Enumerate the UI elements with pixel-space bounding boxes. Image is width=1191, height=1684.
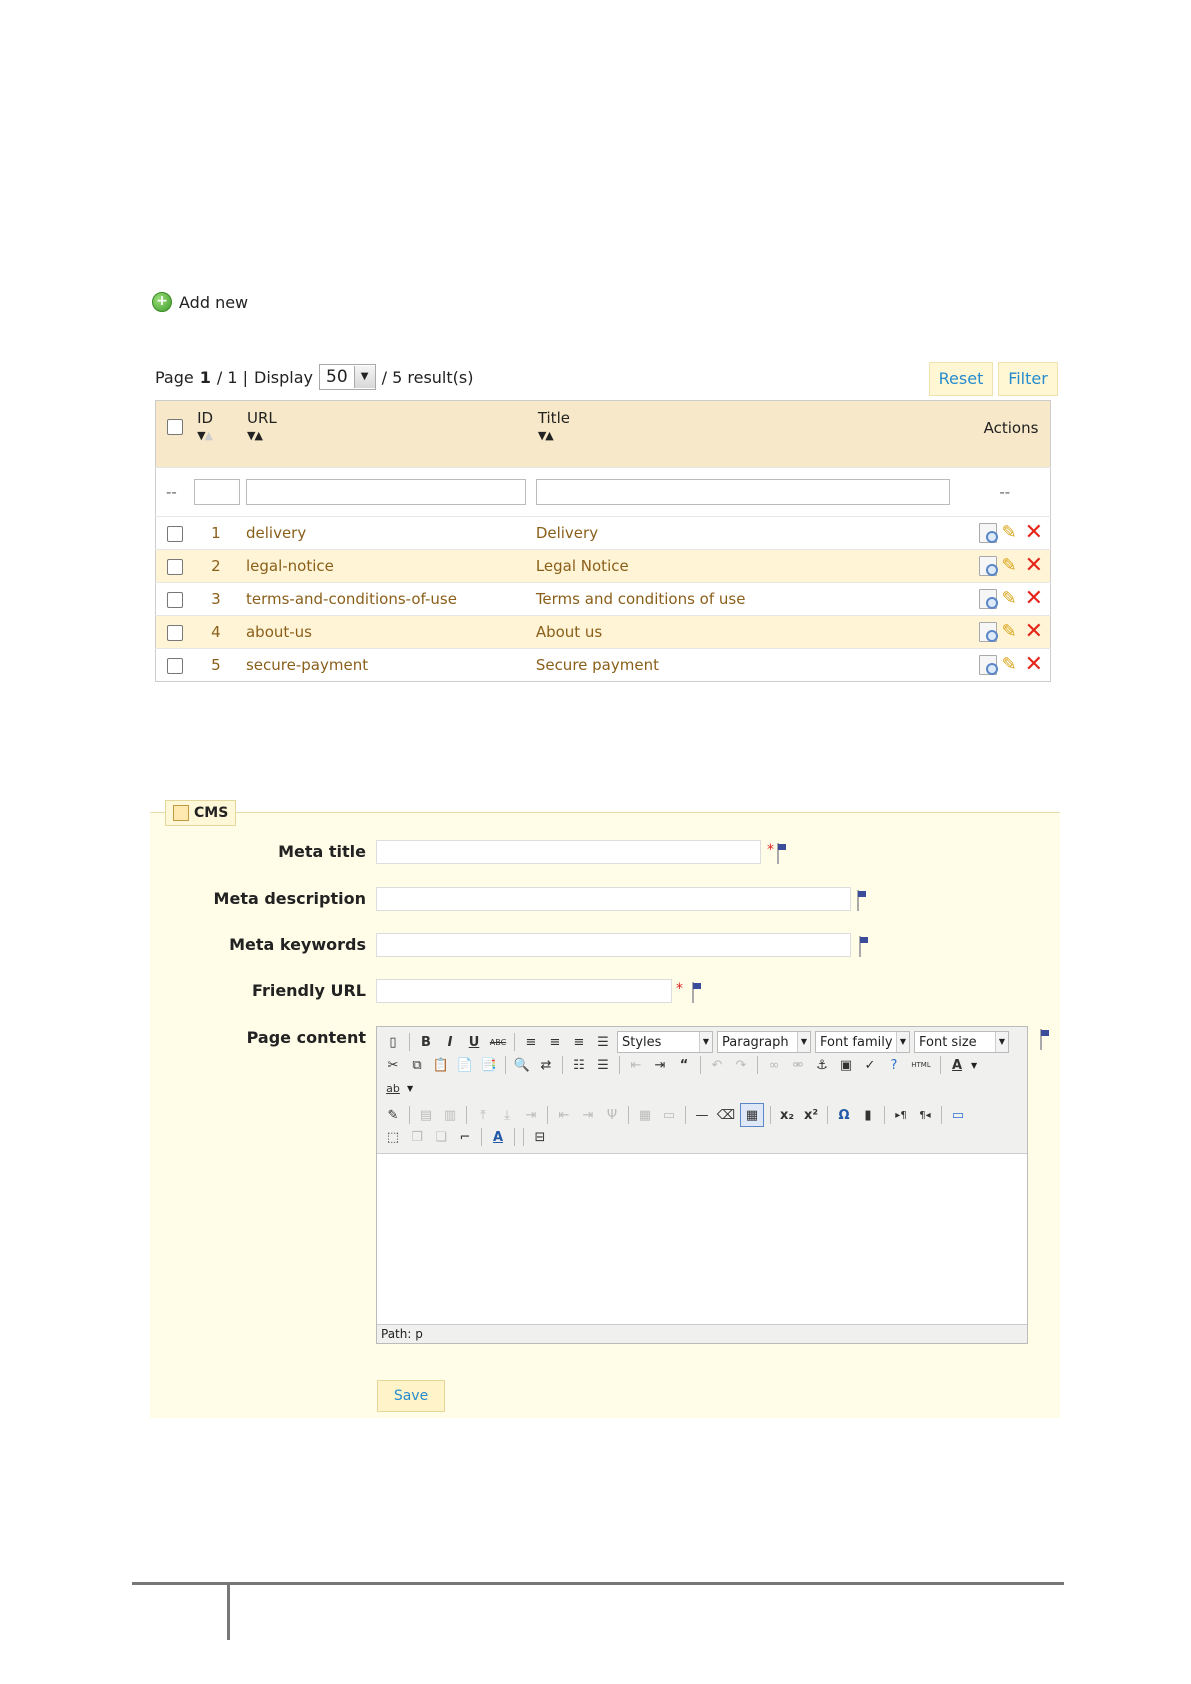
filter-placeholder-right: --: [960, 468, 1051, 517]
media-icon[interactable]: ▮: [864, 1107, 872, 1123]
numbered-list-icon[interactable]: ☰: [597, 1057, 609, 1073]
cms-legend: [165, 800, 236, 826]
styles-dropdown[interactable]: [617, 1031, 713, 1053]
us-flag-icon[interactable]: [692, 982, 694, 1003]
edit-pencil-icon[interactable]: ✎: [1001, 654, 1017, 675]
view-icon[interactable]: [979, 556, 997, 576]
subscript-icon[interactable]: x₂: [779, 1107, 795, 1123]
superscript-icon[interactable]: x²: [803, 1107, 819, 1123]
font-family-dropdown[interactable]: [815, 1031, 910, 1053]
row-id: 5: [193, 649, 245, 682]
fullscreen-icon[interactable]: ▭: [951, 1107, 965, 1123]
page-break-icon[interactable]: ⊟: [534, 1129, 546, 1145]
font-size-label: Font size: [919, 1034, 977, 1050]
outdent-icon[interactable]: ⇤: [630, 1057, 642, 1073]
current-page: 1: [199, 367, 211, 387]
save-button[interactable]: Save: [377, 1380, 445, 1412]
align-center-icon[interactable]: ≡: [549, 1034, 561, 1050]
editor-toolbar-row-2: [383, 1055, 977, 1075]
filter-title-input[interactable]: [536, 479, 950, 505]
copy-icon[interactable]: ⧉: [412, 1057, 422, 1073]
chevron-down-icon: ▼: [699, 1032, 712, 1052]
table-row[interactable]: [156, 616, 1051, 649]
row-props-icon[interactable]: ▤: [419, 1107, 433, 1123]
row-checkbox[interactable]: [167, 592, 183, 608]
image-icon[interactable]: ▣: [839, 1057, 853, 1073]
row-id: 2: [193, 550, 245, 583]
row-id: 1: [193, 517, 245, 550]
row-after-icon[interactable]: ⤓: [504, 1107, 510, 1123]
row-checkbox[interactable]: [167, 526, 183, 542]
header-actions: Actions: [983, 419, 1039, 437]
anchor-icon[interactable]: ⚓: [816, 1057, 828, 1073]
row-url: about-us: [245, 616, 535, 649]
style-props-icon[interactable]: A: [492, 1129, 504, 1145]
filter-row: [156, 468, 1051, 517]
absolute-icon[interactable]: ⌐: [459, 1129, 471, 1145]
row-title: Legal Notice: [535, 550, 960, 583]
find-icon[interactable]: 🔍: [513, 1057, 531, 1073]
row-title: Terms and conditions of use: [535, 583, 960, 616]
filter-placeholder-left: --: [156, 468, 194, 517]
table-icon[interactable]: ▦: [740, 1103, 764, 1127]
row-before-icon[interactable]: ⤒: [480, 1107, 486, 1123]
paste-icon[interactable]: 📋: [432, 1057, 450, 1073]
row-url: terms-and-conditions-of-use: [245, 583, 535, 616]
header-id: ID: [197, 409, 214, 427]
filter-id-input[interactable]: [194, 479, 240, 505]
strikethrough-icon[interactable]: ABC: [489, 1037, 507, 1047]
row-id: 3: [193, 583, 245, 616]
cut-icon[interactable]: ✂: [387, 1057, 399, 1073]
highlight-color-icon[interactable]: ab: [386, 1081, 400, 1095]
new-document-icon[interactable]: ▯: [389, 1034, 397, 1050]
align-left-icon[interactable]: ≡: [525, 1034, 537, 1050]
row-title: Delivery: [535, 517, 960, 550]
footer-divider: [227, 1582, 230, 1640]
required-mark: *: [767, 842, 774, 858]
replace-icon[interactable]: ⇄: [540, 1057, 552, 1073]
meta-keywords-input[interactable]: [376, 933, 851, 957]
edit-pencil-icon[interactable]: ✎: [1001, 588, 1017, 609]
editor-toolbar-row-1: [383, 1031, 1009, 1053]
chevron-down-icon: ▼: [896, 1032, 909, 1052]
delete-col-icon[interactable]: Ψ: [606, 1107, 618, 1123]
page-edit-icon: [173, 805, 189, 821]
table-row[interactable]: [156, 649, 1051, 682]
editor-content-area[interactable]: [377, 1153, 1027, 1325]
editor-toolbar-row-5: [383, 1127, 550, 1147]
help-icon[interactable]: ?: [890, 1057, 898, 1073]
result-count: / 5 result(s): [381, 367, 474, 387]
required-mark: *: [676, 981, 683, 997]
row-checkbox[interactable]: [167, 658, 183, 674]
link-icon[interactable]: ∞: [768, 1057, 780, 1073]
delete-icon[interactable]: ✕: [1024, 652, 1044, 677]
reset-button[interactable]: Reset: [929, 362, 993, 396]
view-icon[interactable]: [979, 589, 997, 609]
cleanup-icon[interactable]: ✓: [864, 1057, 876, 1073]
chevron-down-icon[interactable]: ▼: [971, 1060, 978, 1070]
editor-toolbar-row-3: [383, 1078, 413, 1098]
display-label: Display: [254, 367, 313, 387]
layer-insert-icon[interactable]: ❐: [411, 1129, 423, 1145]
rich-text-editor: [376, 1026, 1028, 1344]
meta-description-label: Meta description: [213, 889, 366, 908]
page-word: Page: [155, 367, 194, 387]
bold-icon[interactable]: B: [421, 1034, 431, 1050]
us-flag-icon[interactable]: [857, 890, 859, 911]
friendly-url-input[interactable]: [376, 979, 672, 1003]
font-family-label: Font family: [820, 1034, 893, 1050]
header-title: Title: [537, 409, 570, 427]
display-count-select[interactable]: [319, 364, 376, 390]
page-content-label: Page content: [246, 1028, 366, 1047]
col-before-icon[interactable]: ⇤: [558, 1107, 570, 1123]
edit-table-icon[interactable]: ✎: [387, 1107, 399, 1123]
row-checkbox[interactable]: [167, 559, 183, 575]
meta-title-label: Meta title: [278, 842, 366, 861]
split-cells-icon[interactable]: ▦: [638, 1107, 652, 1123]
unlink-icon[interactable]: ⚮: [792, 1057, 804, 1073]
row-title: Secure payment: [535, 649, 960, 682]
page-total: / 1 |: [216, 367, 249, 387]
remove-format-icon[interactable]: ⌫: [716, 1107, 736, 1123]
paragraph-dropdown[interactable]: [717, 1031, 811, 1053]
friendly-url-label: Friendly URL: [252, 981, 366, 1000]
view-icon[interactable]: [979, 655, 997, 675]
table-row[interactable]: [156, 550, 1051, 583]
special-char-icon[interactable]: Ω: [838, 1107, 850, 1123]
undo-icon[interactable]: ↶: [711, 1057, 723, 1073]
footer-rule: [132, 1582, 1064, 1585]
col-after-icon[interactable]: ⇥: [582, 1107, 594, 1123]
row-title: About us: [535, 616, 960, 649]
styles-label: Styles: [622, 1034, 662, 1050]
rtl-icon[interactable]: ¶◂: [919, 1109, 931, 1121]
html-source-icon[interactable]: HTML: [911, 1061, 931, 1069]
table-header-row: [156, 401, 1051, 468]
delete-icon[interactable]: ✕: [1024, 586, 1044, 611]
us-flag-icon[interactable]: [1040, 1029, 1042, 1050]
chevron-down-icon: ▼: [797, 1032, 810, 1052]
pagination-bar: [155, 364, 473, 390]
row-url: legal-notice: [245, 550, 535, 583]
id-sort-icon[interactable]: ▼▲: [197, 429, 213, 442]
horizontal-rule-icon[interactable]: —: [695, 1107, 709, 1123]
meta-description-input[interactable]: [376, 887, 851, 911]
chevron-down-icon: ▼: [995, 1032, 1008, 1052]
redo-icon[interactable]: ↷: [735, 1057, 747, 1073]
indent-icon[interactable]: ⇥: [654, 1057, 666, 1073]
meta-title-input[interactable]: [376, 840, 761, 864]
table-row[interactable]: [156, 517, 1051, 550]
italic-icon[interactable]: I: [447, 1034, 453, 1050]
paste-text-icon[interactable]: 📄: [456, 1057, 474, 1073]
bullet-list-icon[interactable]: ☷: [573, 1057, 585, 1073]
delete-icon[interactable]: ✕: [1024, 520, 1044, 545]
display-count-value: 50: [326, 367, 348, 387]
font-size-dropdown[interactable]: [914, 1031, 1009, 1053]
delete-row-icon[interactable]: ⇥: [525, 1107, 537, 1123]
paragraph-label: Paragraph: [722, 1034, 789, 1050]
visual-aid-icon[interactable]: ⬚: [386, 1129, 400, 1145]
url-sort-icon[interactable]: ▼▲: [246, 429, 262, 442]
edit-pencil-icon[interactable]: ✎: [1001, 555, 1017, 576]
underline-icon[interactable]: U: [468, 1034, 480, 1050]
blockquote-icon[interactable]: “: [679, 1057, 689, 1073]
cms-legend-label: CMS: [194, 805, 229, 821]
row-url: delivery: [245, 517, 535, 550]
ltr-icon[interactable]: ▸¶: [895, 1109, 907, 1121]
us-flag-icon[interactable]: [859, 936, 861, 957]
title-sort-icon[interactable]: ▼▲: [537, 429, 553, 442]
add-new-link[interactable]: [152, 292, 248, 312]
filter-url-input[interactable]: [246, 479, 526, 505]
edit-pencil-icon[interactable]: ✎: [1001, 522, 1017, 543]
chevron-down-icon: ▼: [354, 366, 375, 388]
table-row[interactable]: [156, 583, 1051, 616]
align-justify-icon[interactable]: ☰: [597, 1034, 609, 1050]
editor-path: Path: p: [381, 1327, 423, 1341]
editor-toolbar-row-4: [383, 1103, 968, 1127]
meta-keywords-label: Meta keywords: [229, 935, 366, 954]
layer-move-icon[interactable]: ❏: [435, 1129, 447, 1145]
select-all-checkbox[interactable]: [167, 419, 183, 435]
filter-button[interactable]: Filter: [998, 362, 1058, 396]
edit-pencil-icon[interactable]: ✎: [1001, 621, 1017, 642]
add-new-label: Add new: [179, 292, 249, 312]
cell-props-icon[interactable]: ▥: [443, 1107, 457, 1123]
row-url: secure-payment: [245, 649, 535, 682]
text-color-icon[interactable]: A: [951, 1057, 963, 1073]
plus-circle-icon: +: [152, 292, 172, 312]
view-icon[interactable]: [979, 523, 997, 543]
cms-pages-table: [155, 400, 1051, 682]
delete-icon[interactable]: ✕: [1024, 619, 1044, 644]
header-url: URL: [246, 409, 277, 427]
align-right-icon[interactable]: ≡: [573, 1034, 585, 1050]
view-icon[interactable]: [979, 622, 997, 642]
delete-icon[interactable]: ✕: [1024, 553, 1044, 578]
row-checkbox[interactable]: [167, 625, 183, 641]
us-flag-icon[interactable]: [777, 843, 779, 864]
chevron-down-icon[interactable]: ▼: [407, 1083, 414, 1093]
row-id: 4: [193, 616, 245, 649]
paste-word-icon[interactable]: 📑: [480, 1057, 498, 1073]
merge-cells-icon[interactable]: ▭: [662, 1107, 676, 1123]
